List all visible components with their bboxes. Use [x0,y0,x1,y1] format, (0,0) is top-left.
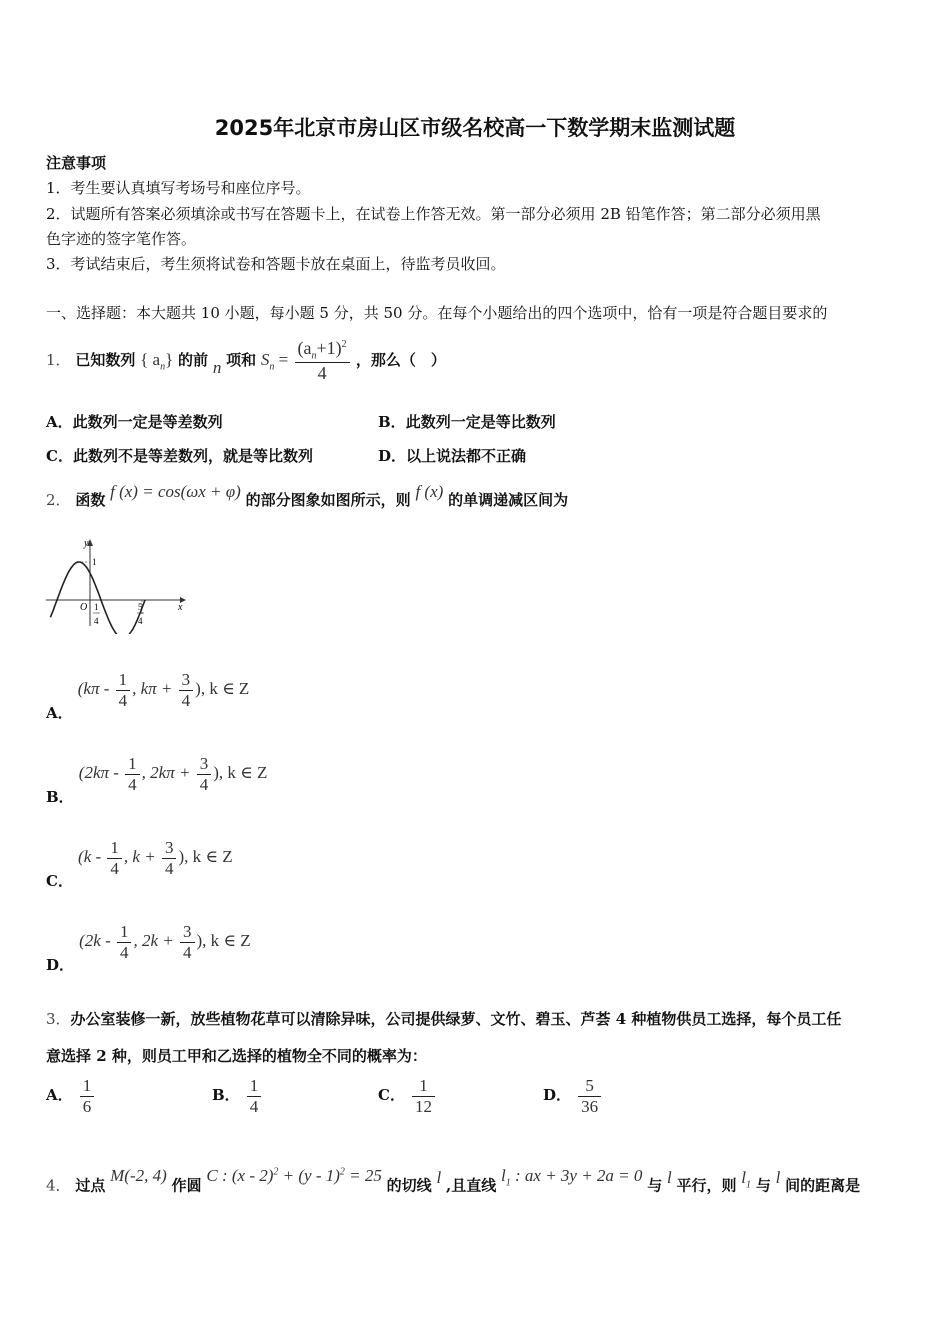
x-label: x [178,602,183,613]
question-2: 2． 函数 f (x) = cos(ωx + φ) 的部分图象如图所示，则 f (x) 的单调递减区间为 [46,482,569,509]
tick1-den: 4 [94,616,99,626]
sum-formula: $S_n$ = $\frac{(a_n+1)^2}{4}$ [261,350,356,369]
q2-option-a[interactable]: A． (kπ - $\frac{1}{4}$ , kπ + $\frac{3}{4}$ ), k ∈ Z [46,670,250,722]
line-equation: $l_1$ : ax + 3y + 2a = 0 [501,1165,643,1189]
q2-option-b[interactable]: B． (2kπ - $\frac{1}{4}$ , 2kπ + $\frac{3}{4}$ ), k ∈ Z [46,754,268,806]
notice-item-2-cont: 色字迹的签字笔作答。 [46,230,197,248]
notice-heading: 注意事项 [46,154,107,172]
question-number: 2． [46,491,71,509]
point-m: M(-2, 4) [110,1165,167,1185]
q2-option-c[interactable]: C． (k - $\frac{1}{4}$ , k + $\frac{3}{4}$ ), k ∈ Z [46,838,233,890]
q1-option-c[interactable]: C．此数列不是等差数列，就是等比数列 [46,447,313,465]
q3-option-c[interactable]: C． $\frac{1}{12}$ [378,1076,437,1116]
function-symbol: f (x) [415,482,444,501]
tick2-den: 4 [138,616,143,626]
tick1-num: 1 [94,602,99,612]
notice-item-3: 3．考试结束后，考生须将试卷和答题卡放在桌面上，待监考员收回。 [46,255,506,273]
function-formula: f (x) = cos(ωx + φ) [110,482,241,501]
page-title: 2025年北京市房山区市级名校高一下数学期末监测试题 [214,116,736,140]
y-label: y [84,538,89,549]
q3-option-b[interactable]: B． $\frac{1}{4}$ [212,1076,263,1116]
question-1: 1． 已知数列 { $a_n$} 的前 n 项和 $S_n$ = $\frac{(a_n+1)^2}{4}$ ，那么（ ） [46,338,446,384]
origin-label: O [80,602,88,613]
q1-option-b[interactable]: B．此数列一定是等比数列 [378,413,556,431]
one-label: 1 [92,557,97,567]
section-heading: 一、选择题：本大题共 10 小题，每小题 5 分，共 50 分。在每个小题给出的四个选项中，恰有一项是符合题目要求的 [46,304,828,322]
q3-option-a[interactable]: A． $\frac{1}{6}$ [46,1076,96,1116]
q1-option-a[interactable]: A．此数列一定是等差数列 [46,413,223,431]
q2-option-d[interactable]: D． (2k - $\frac{1}{4}$ , 2k + $\frac{3}{4}$ ), k ∈ Z [46,922,251,974]
question-4: 4． 过点 M(-2, 4) 作圆 C : (x - 2)$^2$ + (y - 1)$^2$ = 25 的切线 l ,且直线 $l_1$ : ax + 3y + 2a = 0 与 l 平行，则 $l_1$ 与 l 间的距离是 [46,1165,861,1195]
cosine-graph [44,534,194,634]
sequence-symbol: { $a_n$} [140,350,174,373]
notice-item-2: 2．试题所有答案必须填涂或书写在答题卡上，在试卷上作答无效。第一部分必须用 2B 铅笔作答；第二部分必须用黑 [46,205,821,223]
question-3-line-2: 意选择 2 种，则员工甲和乙选择的植物全不同的概率为： [46,1047,427,1065]
q1-option-d[interactable]: D．以上说法都不正确 [378,447,527,465]
question-number: 1． [46,351,71,369]
circle-equation: C : (x - 2)$^2$ + (y - 1)$^2$ = 25 [206,1165,382,1185]
question-number: 4． [46,1176,71,1195]
question-number: 3． [46,1010,71,1028]
q3-option-d[interactable]: D． $\frac{5}{36}$ [543,1076,603,1116]
question-3-line-1: 3．办公室装修一新，放些植物花草可以清除异味，公司提供绿萝、文竹、碧玉、芦荟 4 种植物供员工选择，每个员工任 [46,1010,842,1028]
tick2-num: 5 [138,602,143,612]
notice-item-1: 1．考生要认真填写考场号和座位序号。 [46,179,311,197]
